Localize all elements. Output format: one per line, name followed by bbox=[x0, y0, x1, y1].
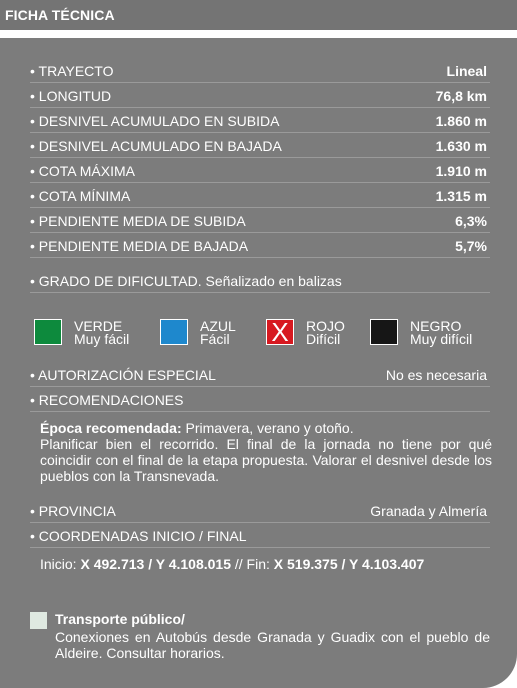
legend-desc: Fácil bbox=[200, 331, 230, 347]
transport-checkbox-icon bbox=[30, 612, 47, 629]
province-row bbox=[30, 498, 490, 523]
spec-row-cota-maxima bbox=[30, 158, 490, 183]
black-swatch bbox=[370, 319, 398, 345]
x-mark-icon: X bbox=[271, 317, 289, 347]
green-swatch bbox=[34, 319, 62, 345]
coordinates-text bbox=[40, 556, 490, 572]
public-transport bbox=[30, 611, 490, 661]
transport-title: Transporte público/ bbox=[55, 611, 185, 627]
blue-swatch bbox=[160, 319, 188, 345]
spec-label: • DESNIVEL ACUMULADO EN BAJADA bbox=[30, 138, 282, 154]
spec-row-cota-minima bbox=[30, 183, 490, 208]
recommendations-text bbox=[40, 420, 492, 484]
legend-name: ROJO bbox=[306, 318, 345, 334]
spec-row-trayecto bbox=[30, 58, 490, 83]
spec-list bbox=[30, 58, 490, 572]
spec-row-desnivel-subida bbox=[30, 108, 490, 133]
transport-text: Conexiones en Autobús desde Granada y Guadix con el pueblo de Aldeire. Consultar horarios. bbox=[55, 629, 490, 661]
province-value: Granada y Almería bbox=[370, 503, 487, 519]
difficulty-legend bbox=[34, 318, 490, 362]
sheet-header bbox=[0, 0, 517, 38]
season-label: Época recomendada: bbox=[40, 420, 182, 436]
legend-desc: Muy fácil bbox=[74, 331, 130, 347]
legend-name: NEGRO bbox=[410, 318, 462, 334]
difficulty-row bbox=[30, 268, 490, 293]
recommendations-row bbox=[30, 387, 490, 412]
start-label: Inicio: bbox=[40, 556, 81, 572]
end-value: X 519.375 / Y 4.103.407 bbox=[273, 556, 425, 572]
legend-desc: Muy difícil bbox=[410, 331, 473, 347]
spec-label: • COTA MÍNIMA bbox=[30, 188, 130, 204]
spec-value: 6,3% bbox=[455, 213, 487, 229]
spec-label: • TRAYECTO bbox=[30, 63, 113, 79]
spec-label: • PENDIENTE MEDIA DE BAJADA bbox=[30, 238, 248, 254]
spec-row-pendiente-subida bbox=[30, 208, 490, 233]
spec-value: Lineal bbox=[446, 63, 487, 79]
authorization-label: • AUTORIZACIÓN ESPECIAL bbox=[30, 367, 216, 383]
authorization-row bbox=[30, 362, 490, 387]
spec-value: 5,7% bbox=[455, 238, 487, 254]
coord-separator: // Fin: bbox=[230, 556, 274, 572]
coordinates-label: • COORDENADAS INICIO / FINAL bbox=[30, 528, 247, 544]
spec-value: 1.910 m bbox=[435, 163, 487, 179]
start-value: X 492.713 / Y 4.108.015 bbox=[80, 556, 231, 572]
season-value: Primavera, verano y otoño. bbox=[181, 420, 354, 436]
spec-value: 76,8 km bbox=[435, 88, 487, 104]
legend-item-green bbox=[34, 318, 160, 346]
spec-row-pendiente-bajada bbox=[30, 233, 490, 258]
province-label: • PROVINCIA bbox=[30, 503, 116, 519]
legend-name: VERDE bbox=[74, 318, 123, 334]
spec-value: 1.860 m bbox=[435, 113, 487, 129]
legend-item-black bbox=[370, 318, 490, 346]
recommendations-body: Planificar bien el recorrido. El final de la jornada no tiene por qué coincidir con el final de la etapa propuesta. Valorar el desnivel desde los pueblos con la Transnevada. bbox=[40, 436, 492, 484]
red-swatch bbox=[266, 319, 294, 345]
spec-label: • DESNIVEL ACUMULADO EN SUBIDA bbox=[30, 113, 279, 129]
sheet-title: FICHA TÉCNICA bbox=[5, 7, 115, 23]
spec-row-desnivel-bajada bbox=[30, 133, 490, 158]
legend-item-blue bbox=[160, 318, 266, 346]
authorization-value: No es necesaria bbox=[385, 367, 487, 383]
spec-label: • LONGITUD bbox=[30, 88, 111, 104]
legend-name: AZUL bbox=[200, 318, 236, 334]
spec-value: 1.630 m bbox=[435, 138, 487, 154]
legend-item-red bbox=[266, 318, 370, 346]
spec-label: • COTA MÁXIMA bbox=[30, 163, 135, 179]
spec-value: 1.315 m bbox=[435, 188, 487, 204]
difficulty-label: • GRADO DE DIFICULTAD. Señalizado en balizas bbox=[30, 273, 342, 289]
spec-label: • PENDIENTE MEDIA DE SUBIDA bbox=[30, 213, 246, 229]
legend-desc: Difícil bbox=[306, 331, 341, 347]
recommendations-label: • RECOMENDACIONES bbox=[30, 392, 183, 408]
coordinates-row bbox=[30, 523, 490, 548]
spec-row-longitud bbox=[30, 83, 490, 108]
